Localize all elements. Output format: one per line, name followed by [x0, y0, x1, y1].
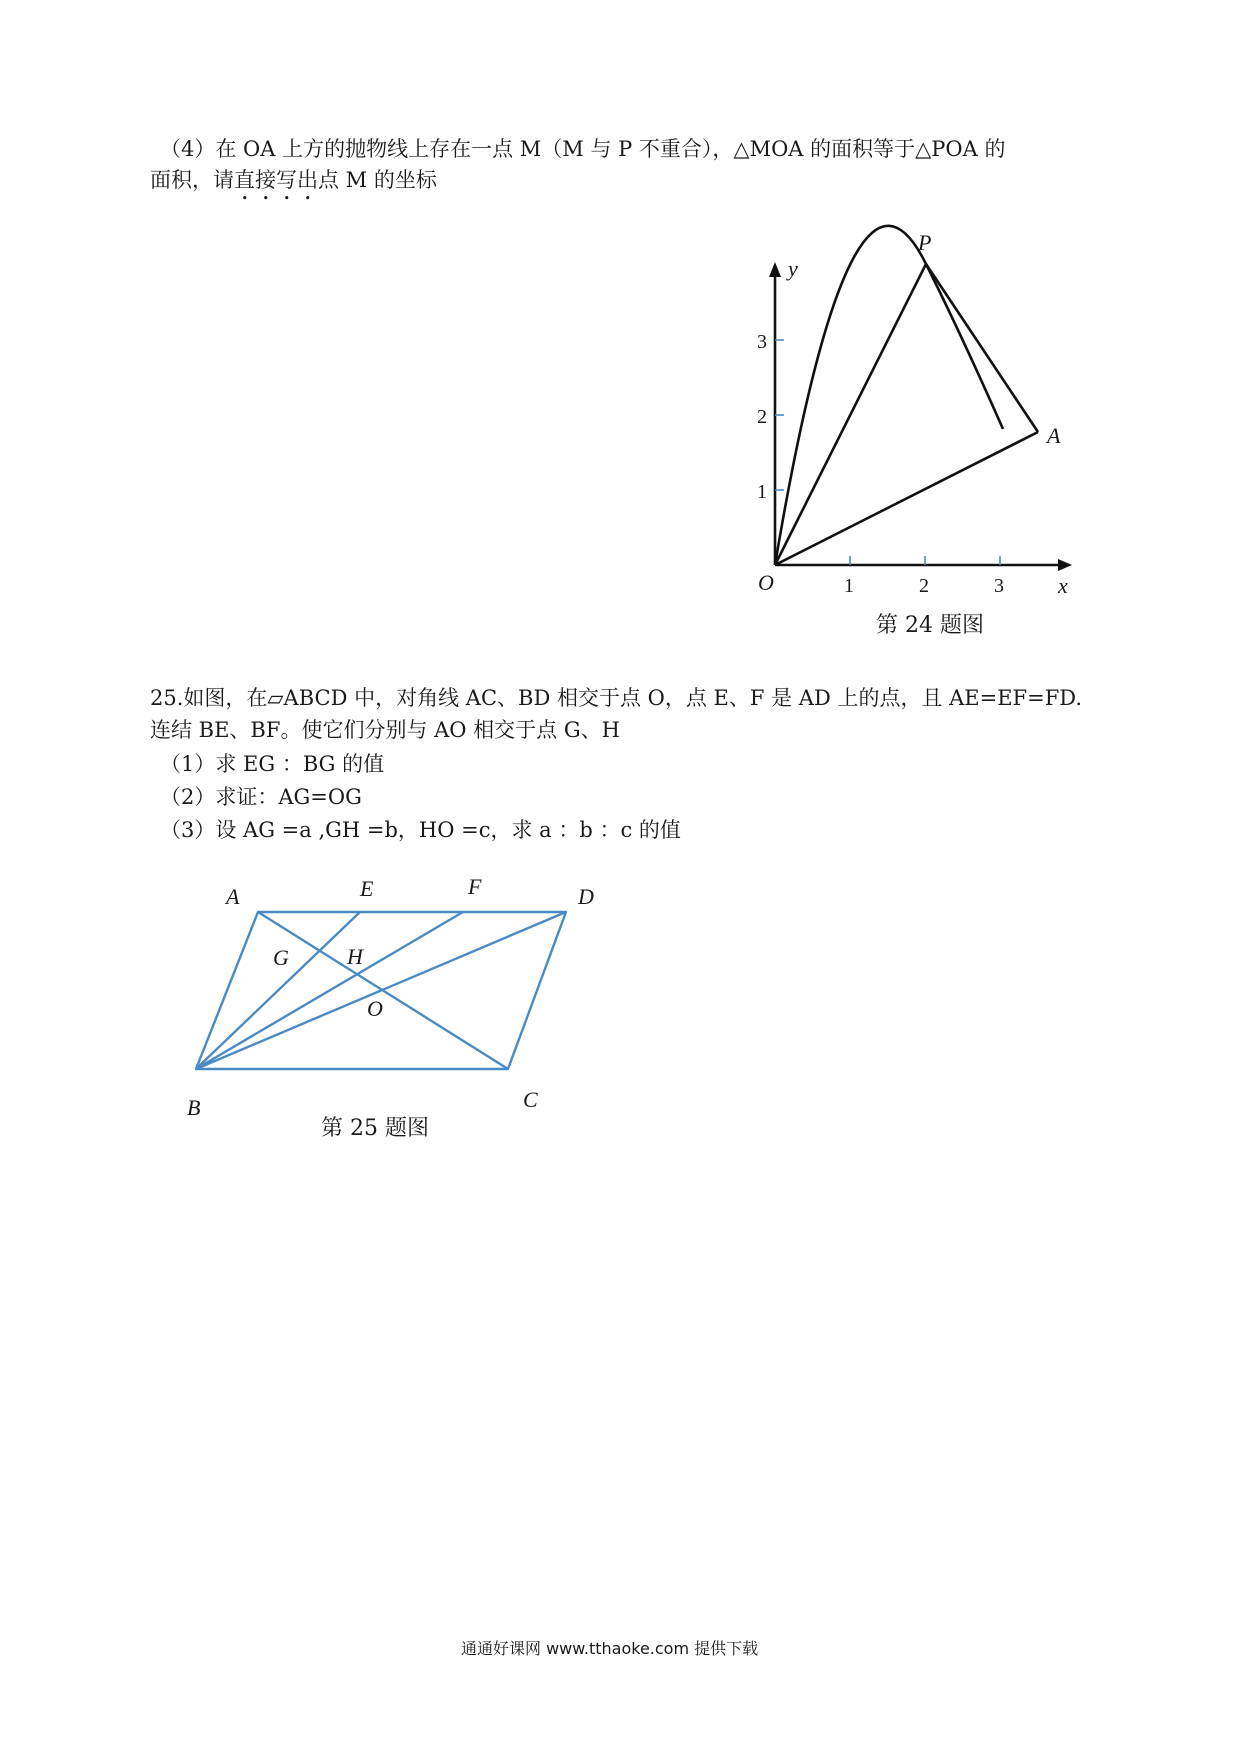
- fig25-label-B: B: [187, 1095, 201, 1120]
- q25-part3: （3）设 AG =a ,GH =b，HO =c，求 a ：b ：c 的值: [160, 818, 681, 842]
- fig25-diagonal-BD: [196, 912, 566, 1069]
- fig24-label-P: P: [918, 230, 932, 255]
- fig24-xtick-label-3: 3: [994, 575, 1004, 597]
- fig24-label-A: A: [1047, 423, 1061, 448]
- fig25-label-C: C: [523, 1087, 538, 1112]
- fig24-label-O: O: [758, 570, 774, 595]
- fig25-segment-BE: [196, 912, 360, 1069]
- fig24-label-y: y: [788, 256, 798, 281]
- q25-line2: 连结 BE、BF。使它们分别与 AO 相交于点 G、H: [150, 718, 620, 742]
- fig24-xtick-label-1: 1: [844, 575, 854, 597]
- fig25-segment-BF: [196, 912, 463, 1069]
- fig25-label-G: G: [273, 945, 289, 970]
- fig25-label-O: O: [367, 996, 383, 1021]
- fig25-label-D: D: [578, 884, 594, 909]
- q25-part2: （2）求证：AG=OG: [160, 785, 362, 809]
- fig25-caption: 第 25 题图: [321, 1116, 429, 1141]
- fig25-label-E: E: [360, 876, 374, 901]
- fig25-label-H: H: [347, 944, 363, 969]
- fig25-label-A: A: [226, 884, 240, 909]
- fig24-caption: 第 24 题图: [876, 613, 984, 638]
- q24-part4-line2-post: 点 M 的坐标: [318, 168, 437, 192]
- fig24-ytick-label-3: 3: [757, 331, 767, 353]
- fig24-ytick-label-2: 2: [757, 406, 767, 428]
- page-footer: 通通好课网 www.tthaoke.com 提供下载: [461, 1639, 759, 1658]
- q24-part4-line1: （4）在 OA 上方的抛物线上存在一点 M（M 与 P 不重合），△MOA 的面积等于△POA 的: [160, 137, 1006, 161]
- q24-part4-line2-emphasis: 直接写出: [234, 168, 318, 192]
- q24-part4-line2-pre: 面积，请: [150, 168, 234, 192]
- fig24-ytick-label-1: 1: [757, 481, 767, 503]
- q25-line1: 25.如图，在▱ABCD 中，对角线 AC、BD 相交于点 O，点 E、F 是 AD 上的点，且 AE=EF=FD.: [150, 686, 1083, 710]
- fig24-xtick-label-2: 2: [919, 575, 929, 597]
- fig25-label-F: F: [468, 874, 482, 899]
- fig24-label-x: x: [1058, 573, 1068, 598]
- q25-part1: （1）求 EG ：BG 的值: [160, 752, 385, 776]
